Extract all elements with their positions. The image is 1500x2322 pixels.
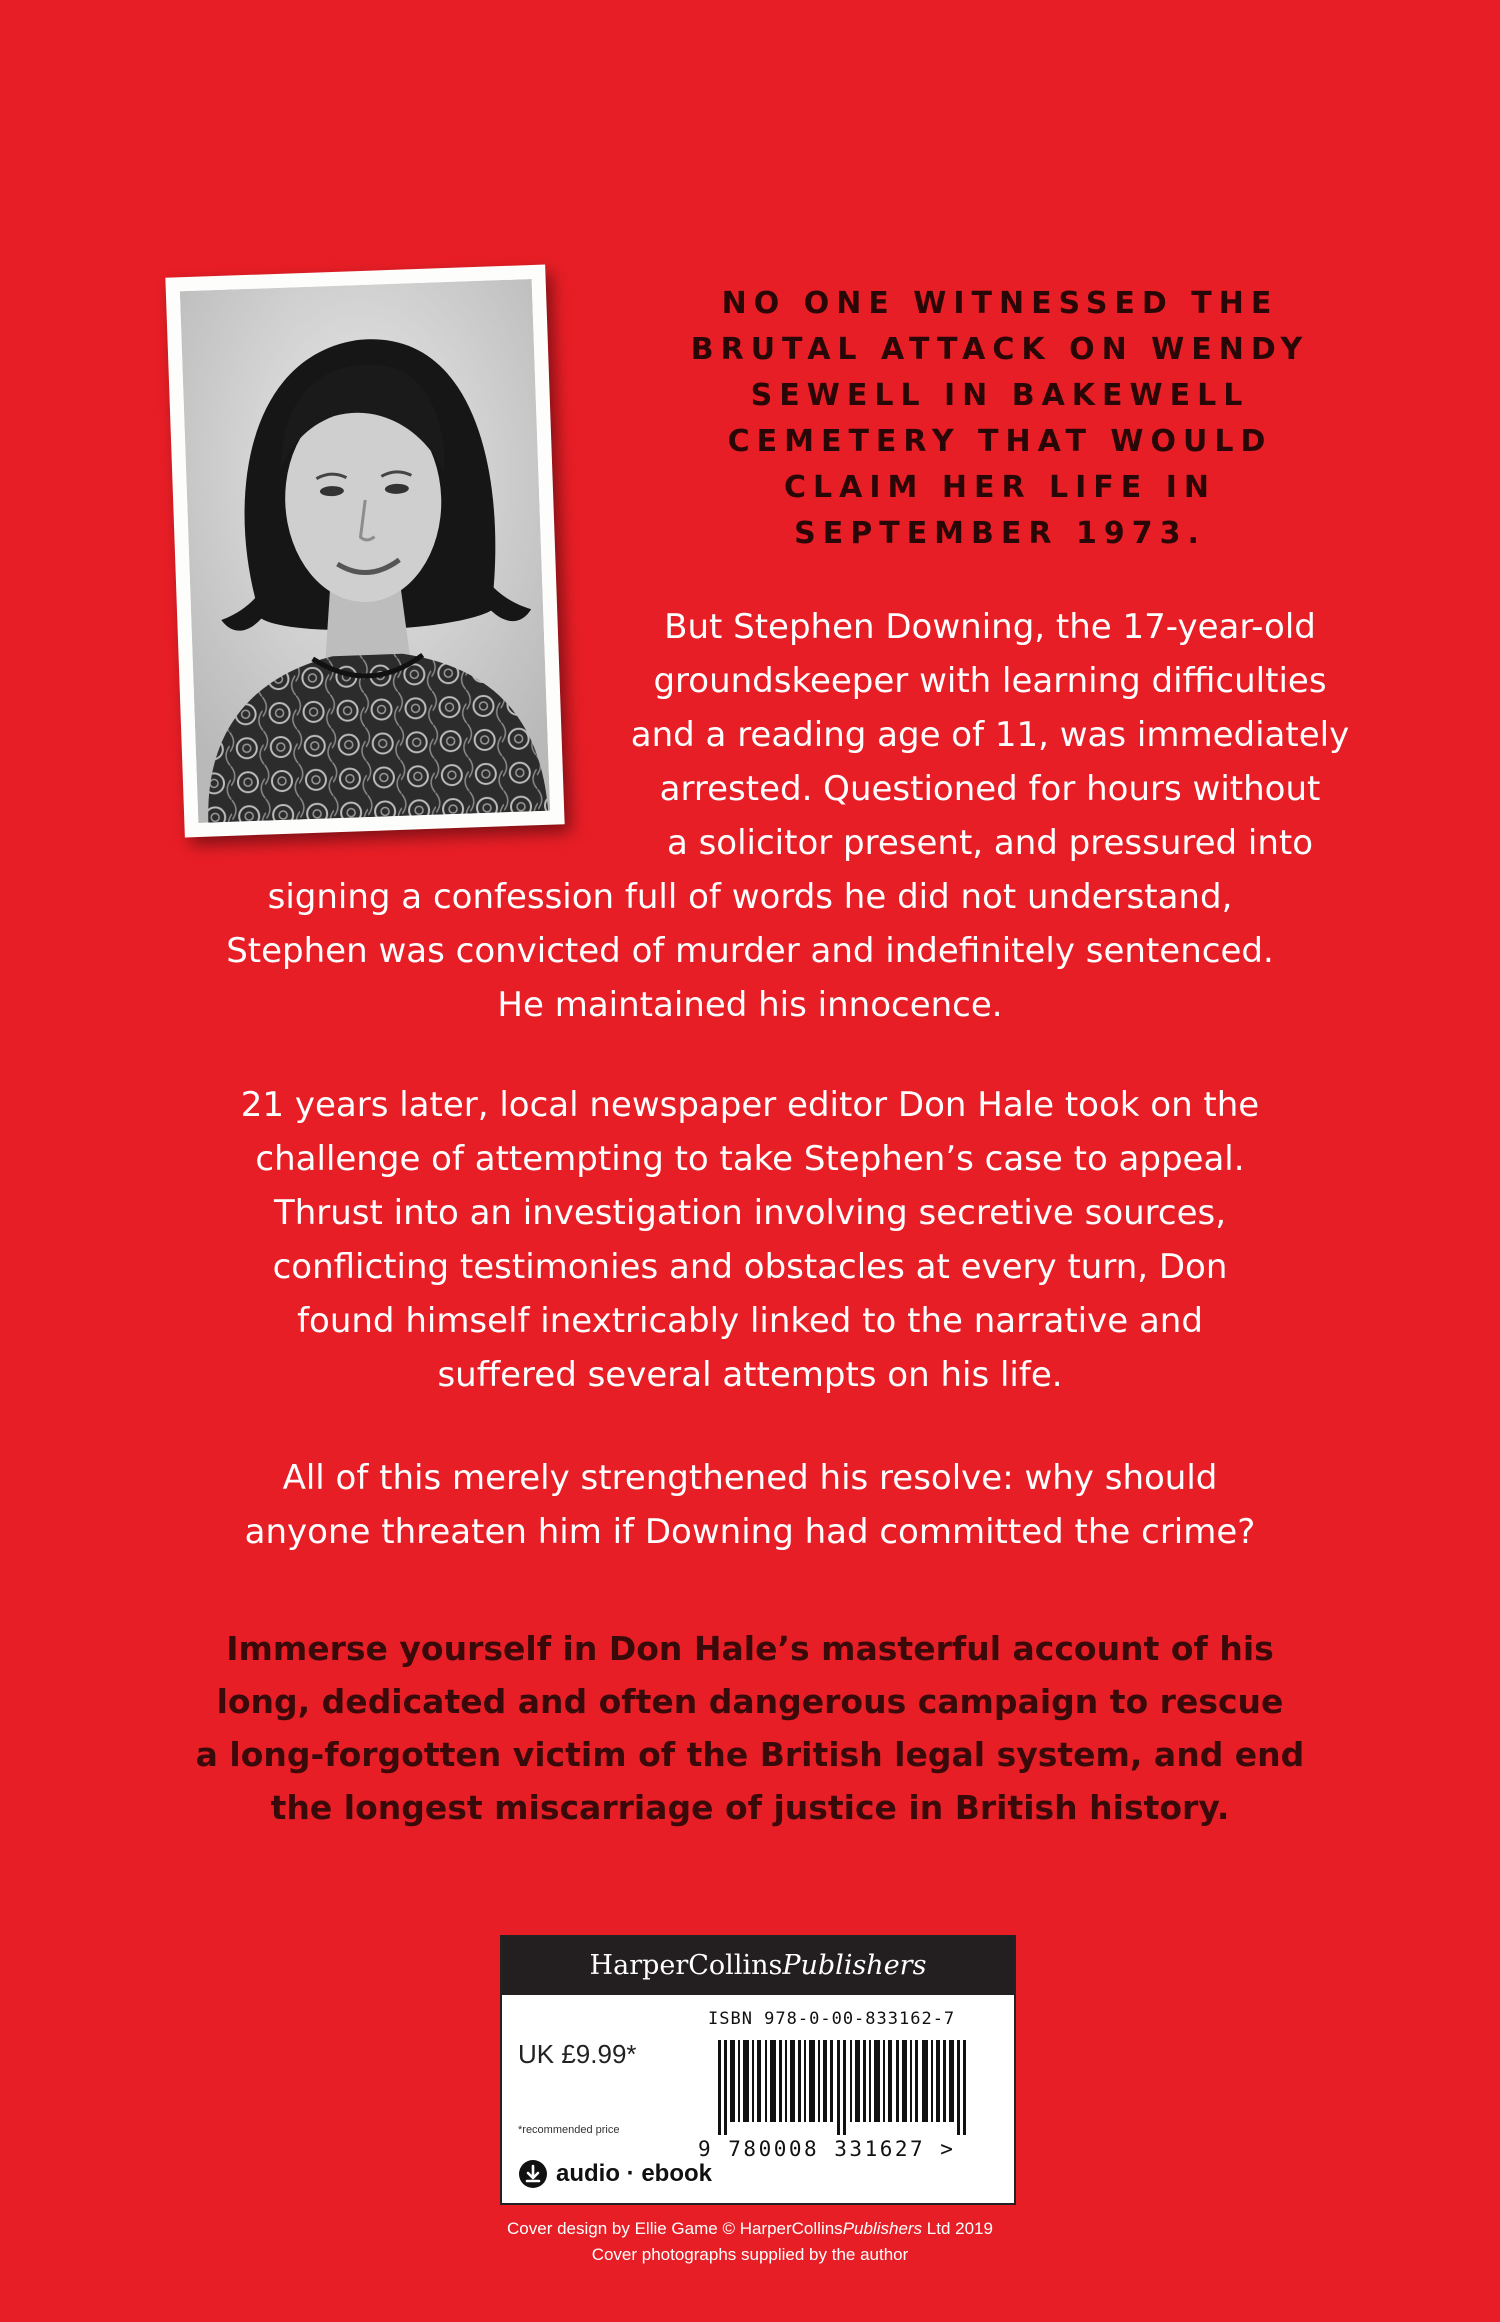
headline-line: SEPTEMBER 1973. — [794, 516, 1206, 551]
publisher-logo — [502, 1937, 1014, 1995]
blurb-paragraph-2 — [150, 1078, 1350, 1402]
closing-line: Immerse yourself in Don Hale’s masterful account of his — [226, 1629, 1274, 1668]
blurb-line: found himself inextricably linked to the narrative and — [297, 1301, 1203, 1341]
blurb-line: challenge of attempting to take Stephen’s case to appeal. — [255, 1139, 1245, 1179]
publisher-italic: Publishers — [782, 1950, 927, 1981]
credits-line-1 — [300, 2216, 1200, 2242]
credits-prefix: Cover design by Ellie Game © HarperCollins — [507, 2219, 843, 2238]
blurb-line: 21 years later, local newspaper editor Don Hale took on the — [240, 1085, 1260, 1125]
blurb-paragraph-3 — [150, 1451, 1350, 1559]
blurb-line: Stephen was convicted of murder and indefinitely sentenced. — [226, 931, 1274, 971]
headline-line: BRUTAL ATTACK ON WENDY — [690, 332, 1310, 367]
blurb-line: Thrust into an investigation involving secretive sources, — [273, 1193, 1227, 1233]
price-label: UK £9.99* — [518, 2039, 637, 2069]
barcode-box — [500, 1935, 1016, 2205]
blurb-line: anyone threaten him if Downing had committed the crime? — [244, 1512, 1256, 1552]
blurb-line: and a reading age of 11, was immediately — [630, 715, 1350, 755]
closing-line: long, dedicated and often dangerous campaign to rescue — [216, 1682, 1284, 1721]
blurb-line: groundskeeper with learning difficulties — [653, 661, 1327, 701]
recommended-price-note: *recommended price — [518, 2124, 620, 2136]
headline-line: CLAIM HER LIFE IN — [784, 470, 1216, 505]
headline — [620, 281, 1380, 557]
blurb-line: All of this merely strengthened his resolve: why should — [282, 1458, 1218, 1498]
headline-line: NO ONE WITNESSED THE — [721, 286, 1279, 321]
format-badge — [518, 2159, 712, 2189]
blurb-line: conflicting testimonies and obstacles at every turn, Don — [272, 1247, 1228, 1287]
format-label: audio · ebook — [556, 2160, 712, 2187]
blurb-line: He maintained his innocence. — [497, 985, 1003, 1025]
headline-line: SEWELL IN BAKEWELL — [750, 378, 1250, 413]
credits-line-2: Cover photographs supplied by the author — [591, 2245, 909, 2264]
barcode-image — [718, 2040, 998, 2135]
isbn-label: ISBN 978-0-00-833162-7 — [708, 2009, 956, 2029]
closing-line: a long-forgotten victim of the British legal system, and end — [195, 1735, 1305, 1774]
publisher-name: HarperCollins — [589, 1950, 783, 1981]
blurb-line: a solicitor present, and pressured into — [666, 823, 1314, 863]
blurb-line: arrested. Questioned for hours without — [659, 769, 1321, 809]
credits-suffix: Ltd 2019 — [922, 2219, 993, 2238]
blurb-line: signing a confession full of words he did not understand, — [267, 877, 1233, 917]
closing-statement — [150, 1622, 1350, 1834]
barcode-number: 9 780008 331627 > — [698, 2137, 956, 2161]
download-circle-icon — [518, 2159, 548, 2189]
closing-line: the longest miscarriage of justice in British history. — [270, 1788, 1230, 1827]
blurb-line: suffered several attempts on his life. — [437, 1355, 1063, 1395]
blurb-paragraph-1 — [150, 600, 1350, 1032]
headline-line: CEMETERY THAT WOULD — [727, 424, 1273, 459]
cover-credits — [300, 2216, 1200, 2268]
blurb-line: But Stephen Downing, the 17-year-old — [664, 607, 1316, 647]
credits-italic: Publishers — [842, 2219, 923, 2238]
